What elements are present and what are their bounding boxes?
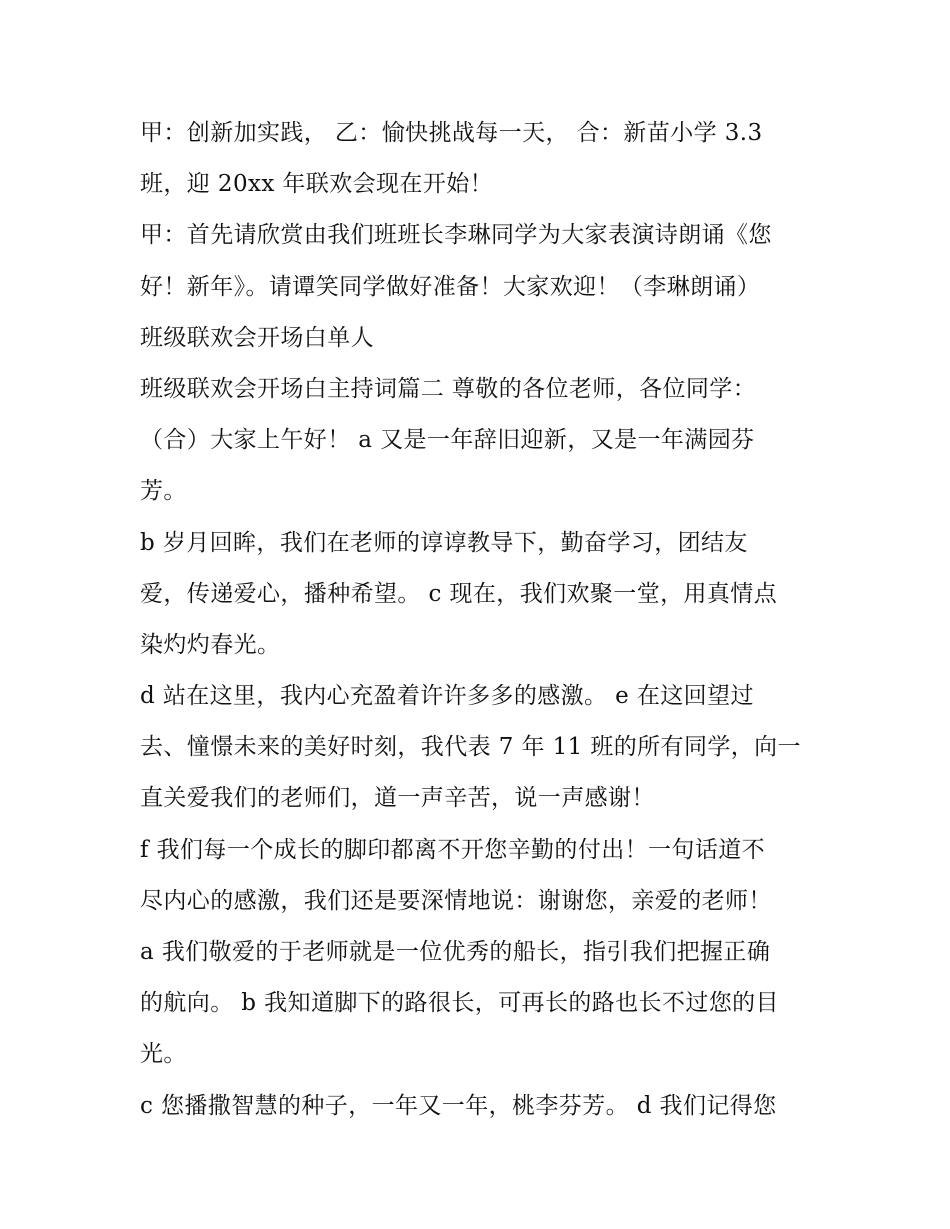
document-body xyxy=(140,108,820,1132)
text-line: 班级联欢会开场白主持词篇二 尊敬的各位老师，各位同学： xyxy=(140,375,757,402)
text-line: 甲：首先请欣赏由我们班班长李琳同学为大家表演诗朗诵《您 xyxy=(140,222,772,249)
text-line: （合）大家上午好！ a 又是一年辞旧迎新，又是一年满园芬 xyxy=(140,427,755,454)
text-line: 班级联欢会开场白单人 xyxy=(140,324,374,351)
text-line: 好！新年》。请谭笑同学做好准备！大家欢迎！（李琳朗诵） xyxy=(140,273,761,300)
text-line: 尽内心的感激，我们还是要深情地说：谢谢您，亲爱的老师！ xyxy=(140,887,772,914)
text-line: 染灼灼春光。 xyxy=(140,631,281,658)
text-line: 的航向。 b 我知道脚下的路很长，可再长的路也长不过您的目 xyxy=(140,990,779,1017)
text-line: 班，迎 20xx 年联欢会现在开始！ xyxy=(140,171,494,198)
text-line: c 您播撒智慧的种子，一年又一年，桃李芬芳。 d 我们记得您 xyxy=(140,1092,777,1119)
text-line: 直关爱我们的老师们，道一声辛苦，说一声感谢！ xyxy=(140,785,655,812)
text-line: 光。 xyxy=(140,1041,187,1068)
text-line: 甲：创新加实践， 乙：愉快挑战每一天， 合：新苗小学 3.3 xyxy=(140,120,763,146)
text-line: a 我们敬爱的于老师就是一位优秀的船长，指引我们把握正确 xyxy=(140,939,771,965)
text-line: 爱，传递爱心，播种希望。 c 现在，我们欢聚一堂，用真情点 xyxy=(140,580,778,607)
text-line: 去、憧憬未来的美好时刻，我代表 7 年 11 班的所有同学，向一 xyxy=(140,734,801,761)
text-line: d 站在这里，我内心充盈着许许多多的感激。 e 在这回望过 xyxy=(140,683,754,710)
text-line: f 我们每一个成长的脚印都离不开您辛勤的付出！一句话道不 xyxy=(140,836,766,863)
text-line: b 岁月回眸，我们在老师的谆谆教导下，勤奋学习，团结友 xyxy=(140,529,748,556)
text-line: 芳。 xyxy=(140,478,187,505)
